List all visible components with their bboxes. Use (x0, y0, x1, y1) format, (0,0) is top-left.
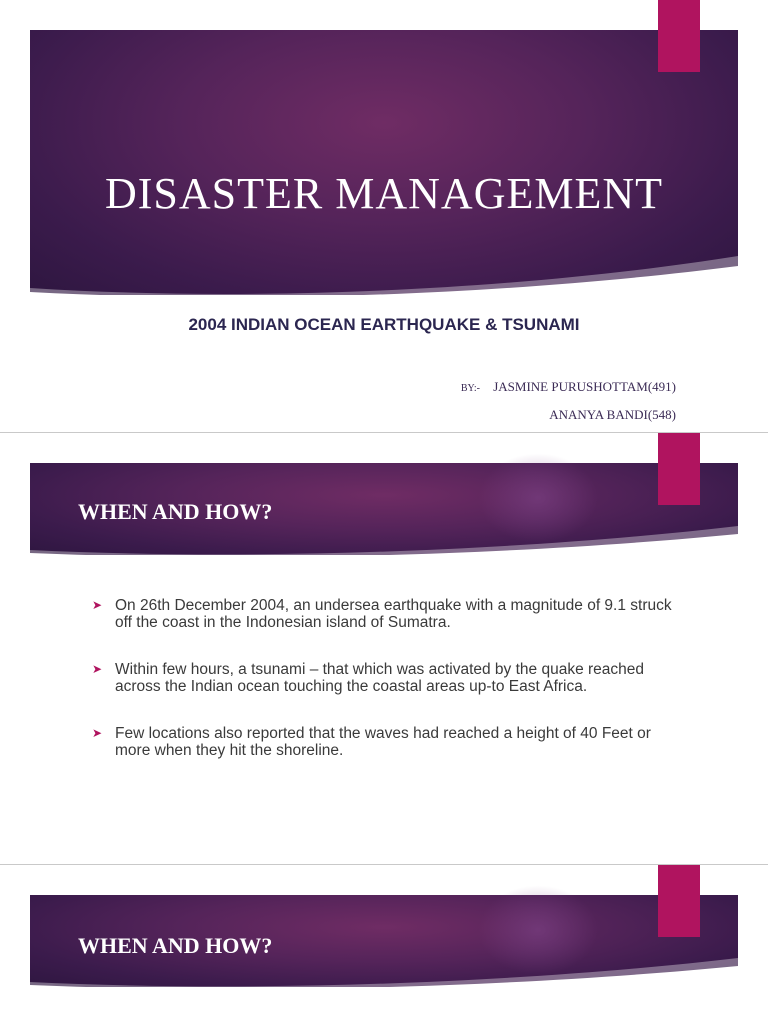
section-banner (30, 463, 738, 555)
banner-swoosh (30, 256, 738, 296)
section-title: WHEN AND HOW? (78, 933, 273, 958)
by-label: BY:- (460, 383, 480, 394)
list-item (92, 725, 672, 759)
bullet-list (92, 597, 672, 789)
list-item (92, 661, 672, 695)
accent-tab (658, 865, 700, 937)
bullet-text: Few locations also reported that the waves had reached a height of 40 Feet or more when they hit the shoreline. (115, 725, 651, 759)
accent-tab (658, 433, 700, 505)
banner-swoosh (30, 958, 738, 988)
slide-when-and-how (0, 433, 768, 864)
list-item (92, 597, 672, 631)
banner-swoosh (30, 526, 738, 556)
byline (461, 374, 676, 428)
author-name: JASMINE PURUSHOTTAM(491) (493, 379, 676, 394)
bullet-text: On 26th December 2004, an undersea earthquake with a magnitude of 9.1 struck off the coast in the Indonesian island of Sumatra. (115, 597, 672, 631)
author-name: ANANYA BANDI(548) (549, 407, 676, 422)
bullet-text: Within few hours, a tsunami – that which was activated by the quake reached across the Indian ocean touching the coastal areas up-to East Africa. (115, 661, 645, 695)
author-line-1 (461, 374, 676, 402)
presentation-subtitle: 2004 INDIAN OCEAN EARTHQUAKE & TSUNAMI (188, 315, 580, 334)
arrow-bullet-icon: ➤ (92, 726, 103, 740)
presentation-title: DISASTER MANAGEMENT (105, 169, 663, 218)
arrow-bullet-icon: ➤ (92, 598, 103, 612)
arrow-bullet-icon: ➤ (92, 662, 103, 676)
slide-title (0, 0, 768, 432)
section-title: WHEN AND HOW? (78, 499, 273, 524)
accent-tab (658, 0, 700, 72)
author-line-2 (461, 402, 676, 428)
title-banner (30, 30, 738, 295)
section-banner (30, 895, 738, 987)
slide-when-and-how-2 (0, 865, 768, 1024)
